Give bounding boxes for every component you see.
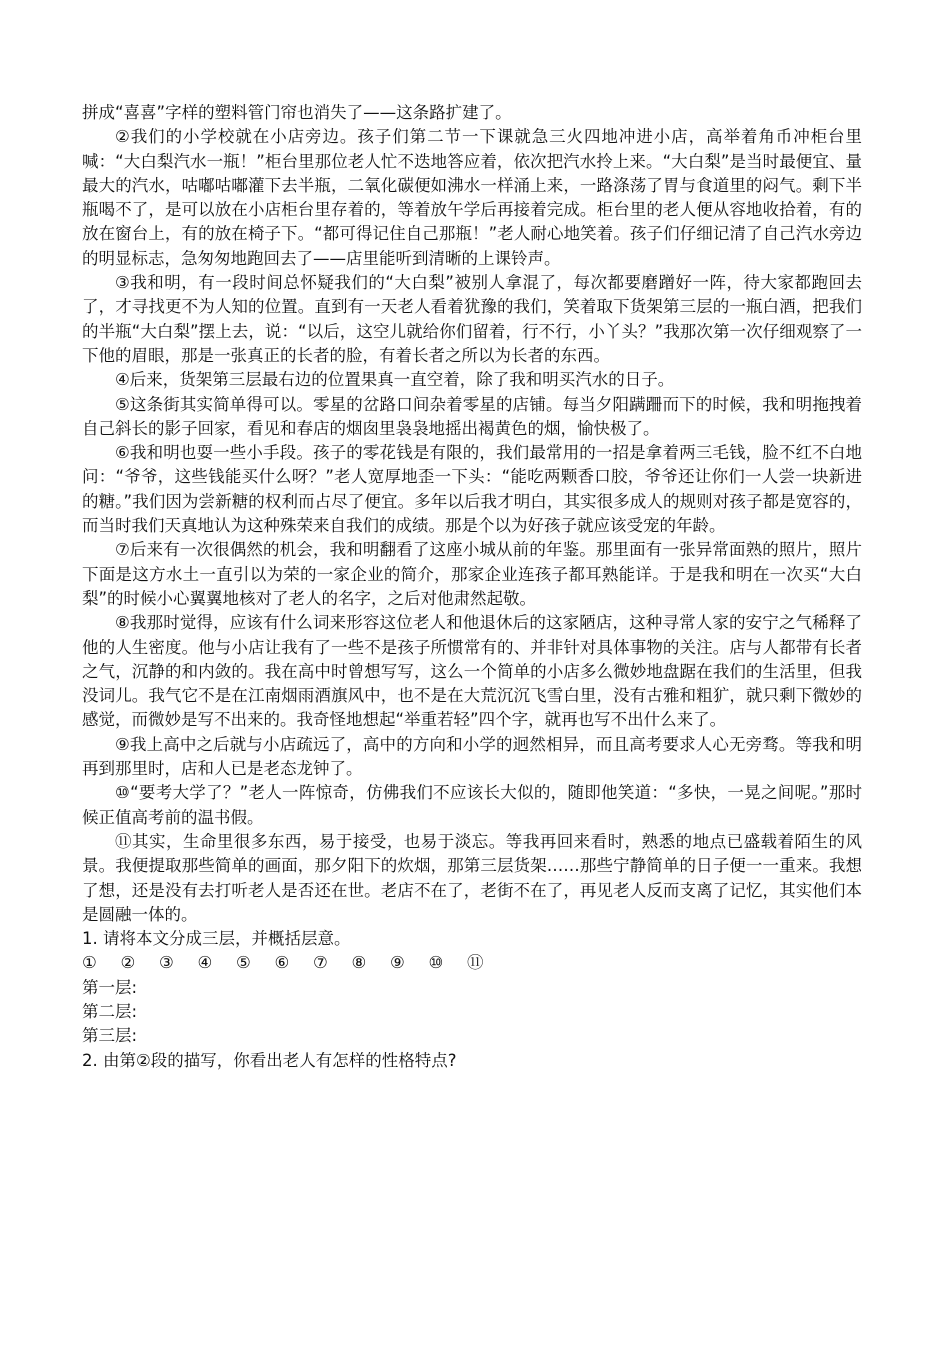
article-body [82,101,862,1073]
paragraph-number: ⑥ [274,953,290,973]
paragraph-number: ⑦ [313,953,328,973]
paragraph-6: ⑥我和明也耍一些小手段。孩子的零花钱是有限的，我们最常用的一招是拿着两三毛钱，脸不红不白地问：“爷爷，这些钱能买什么呀？”老人宽厚地歪一下头：“能吃两颗香口胶，爷爷还让你们一人尝一块新进的糖。”我们因为尝新糖的权利而占尽了便宜。多年以后我才明白，其实很多成人的规则对孩子都是宽容的，而当时我们天真地认为这种殊荣来自我们的成绩。那是个以为好孩子就应该受宠的年龄。 [82,443,862,536]
paragraph-number: ⑤ [236,953,251,973]
paragraph-number-row [82,951,862,975]
paragraph-number: ⑧ [351,953,367,973]
paragraph-2: ②我们的小学校就在小店旁边。孩子们第二节一下课就急三火四地冲进小店，高举着角币冲柜台里喊：“大白梨汽水一瓶！”柜台里那位老人忙不迭地答应着，依次把汽水拎上来。“大白梨”是当时最便宜、量最大的汽水，咕嘟咕嘟灌下去半瓶，二氧化碳便如沸水一样涌上来，一路涤荡了胃与食道里的闷气。剩下半瓶喝不了，是可以放在小店柜台里存着的，等着放午学后再接着完成。柜台里的老人便从容地收拾着，有的放在窗台上，有的放在椅子下。“都可得记住自己那瓶！”老人耐心地笑着。孩子们仔细记清了自己汽水旁边的明显标志，急匆匆地跑回去了——店里能听到清晰的上课铃声。 [82,127,862,268]
paragraph-number: ① [82,953,97,973]
paragraph-1: 拼成“喜喜”字样的塑料管门帘也消失了——这条路扩建了。 [82,103,512,122]
layer-3-label: 第三层: [82,1026,138,1046]
paragraph-number: ② [120,953,136,973]
paragraph-number: ③ [159,953,174,973]
paragraph-4: ④后来，货架第三层最右边的位置果真一直空着，除了我和明买汽水的日子。 [115,370,675,390]
question-2-prompt: 2. 由第②段的描写，你看出老人有怎样的性格特点? [82,1050,457,1070]
layer-2-label: 第二层: [82,1001,138,1021]
layer-1-label: 第一层: [82,977,138,997]
paragraph-3: ③我和明，有一段时间总怀疑我们的“大白梨”被别人拿混了，每次都要磨蹭好一阵，待大家都跑回去了，才寻找更不为人知的位置。直到有一天老人看着犹豫的我们，笑着取下货架第三层的一瓶白酒，把我们的半瓶“大白梨”摆上去，说：“以后，这空儿就给你们留着，行不行，小丫头？”我那次第一次仔细观察了一下他的眉眼，那是一张真正的长者的脸，有着长者之所以为长者的东西。 [82,273,862,365]
paragraph-number: ④ [197,953,213,973]
question-1-prompt: 1. 请将本文分成三层，并概括层意。 [82,929,351,949]
paragraph-7: ⑦后来有一次很偶然的机会，我和明翻看了这座小城从前的年鉴。那里面有一张异常面熟的照片，照片下面是这方水土一直引以为荣的一家企业的简介，那家企业连孩子都耳熟能详。于是我和明在一次买“大白梨”的时候小心翼翼地核对了老人的名字，之后对他肃然起敬。 [82,540,862,608]
paragraph-9: ⑨我上高中之后就与小店疏远了，高中的方向和小学的迥然相异，而且高考要求人心无旁骛。等我和明再到那里时，店和人已是老态龙钟了。 [82,734,862,779]
paragraph-5: ⑤这条街其实简单得可以。零星的岔路口间杂着零星的店铺。每当夕阳蹒跚而下的时候，我和明拖拽着自己斜长的影子回家，看见和春店的烟囱里袅袅地摇出褐黄色的烟，愉快极了。 [82,394,862,438]
paragraph-10: ⑩“要考大学了？”老人一阵惊奇，仿佛我们不应该长大似的，随即他笑道：“多快，一晃之间呢。”那时候正值高考前的温书假。 [82,783,863,827]
paragraph-number: ⑪ [467,953,484,973]
paragraph-number: ⑨ [390,953,405,973]
paragraph-number: ⑩ [428,953,444,973]
paragraph-11: ⑪其实，生命里很多东西，易于接受，也易于淡忘。等我再回来看时，熟悉的地点已盛载着陌生的风景。我便提取那些简单的画面，那夕阳下的炊烟，那第三层货架……那些宁静简单的日子便一一重来。我想了想，还是没有去打听老人是否还在世。老店不在了，老街不在了，再见老人反而支离了记忆，其实他们本是圆融一体的。 [82,831,862,924]
paragraph-8: ⑧我那时觉得，应该有什么词来形容这位老人和他退休后的这家陋店，这种寻常人家的安宁之气稀释了他的人生密度。他与小店让我有了一些不是孩子所惯常有的、并非针对具体事物的关注。店与人都带有长者之气，沉静的和内敛的。我在高中时曾想写写，这么一个简单的小店多么微妙地盘踞在我们的生活里，但我没词儿。我气它不是在江南烟雨酒旗风中，也不是在大荒沉沉飞雪白里，没有古雅和粗犷，就只剩下微妙的感觉，而微妙是写不出来的。我奇怪地想起“举重若轻”四个字，就再也写不出什么来了。 [82,613,862,730]
